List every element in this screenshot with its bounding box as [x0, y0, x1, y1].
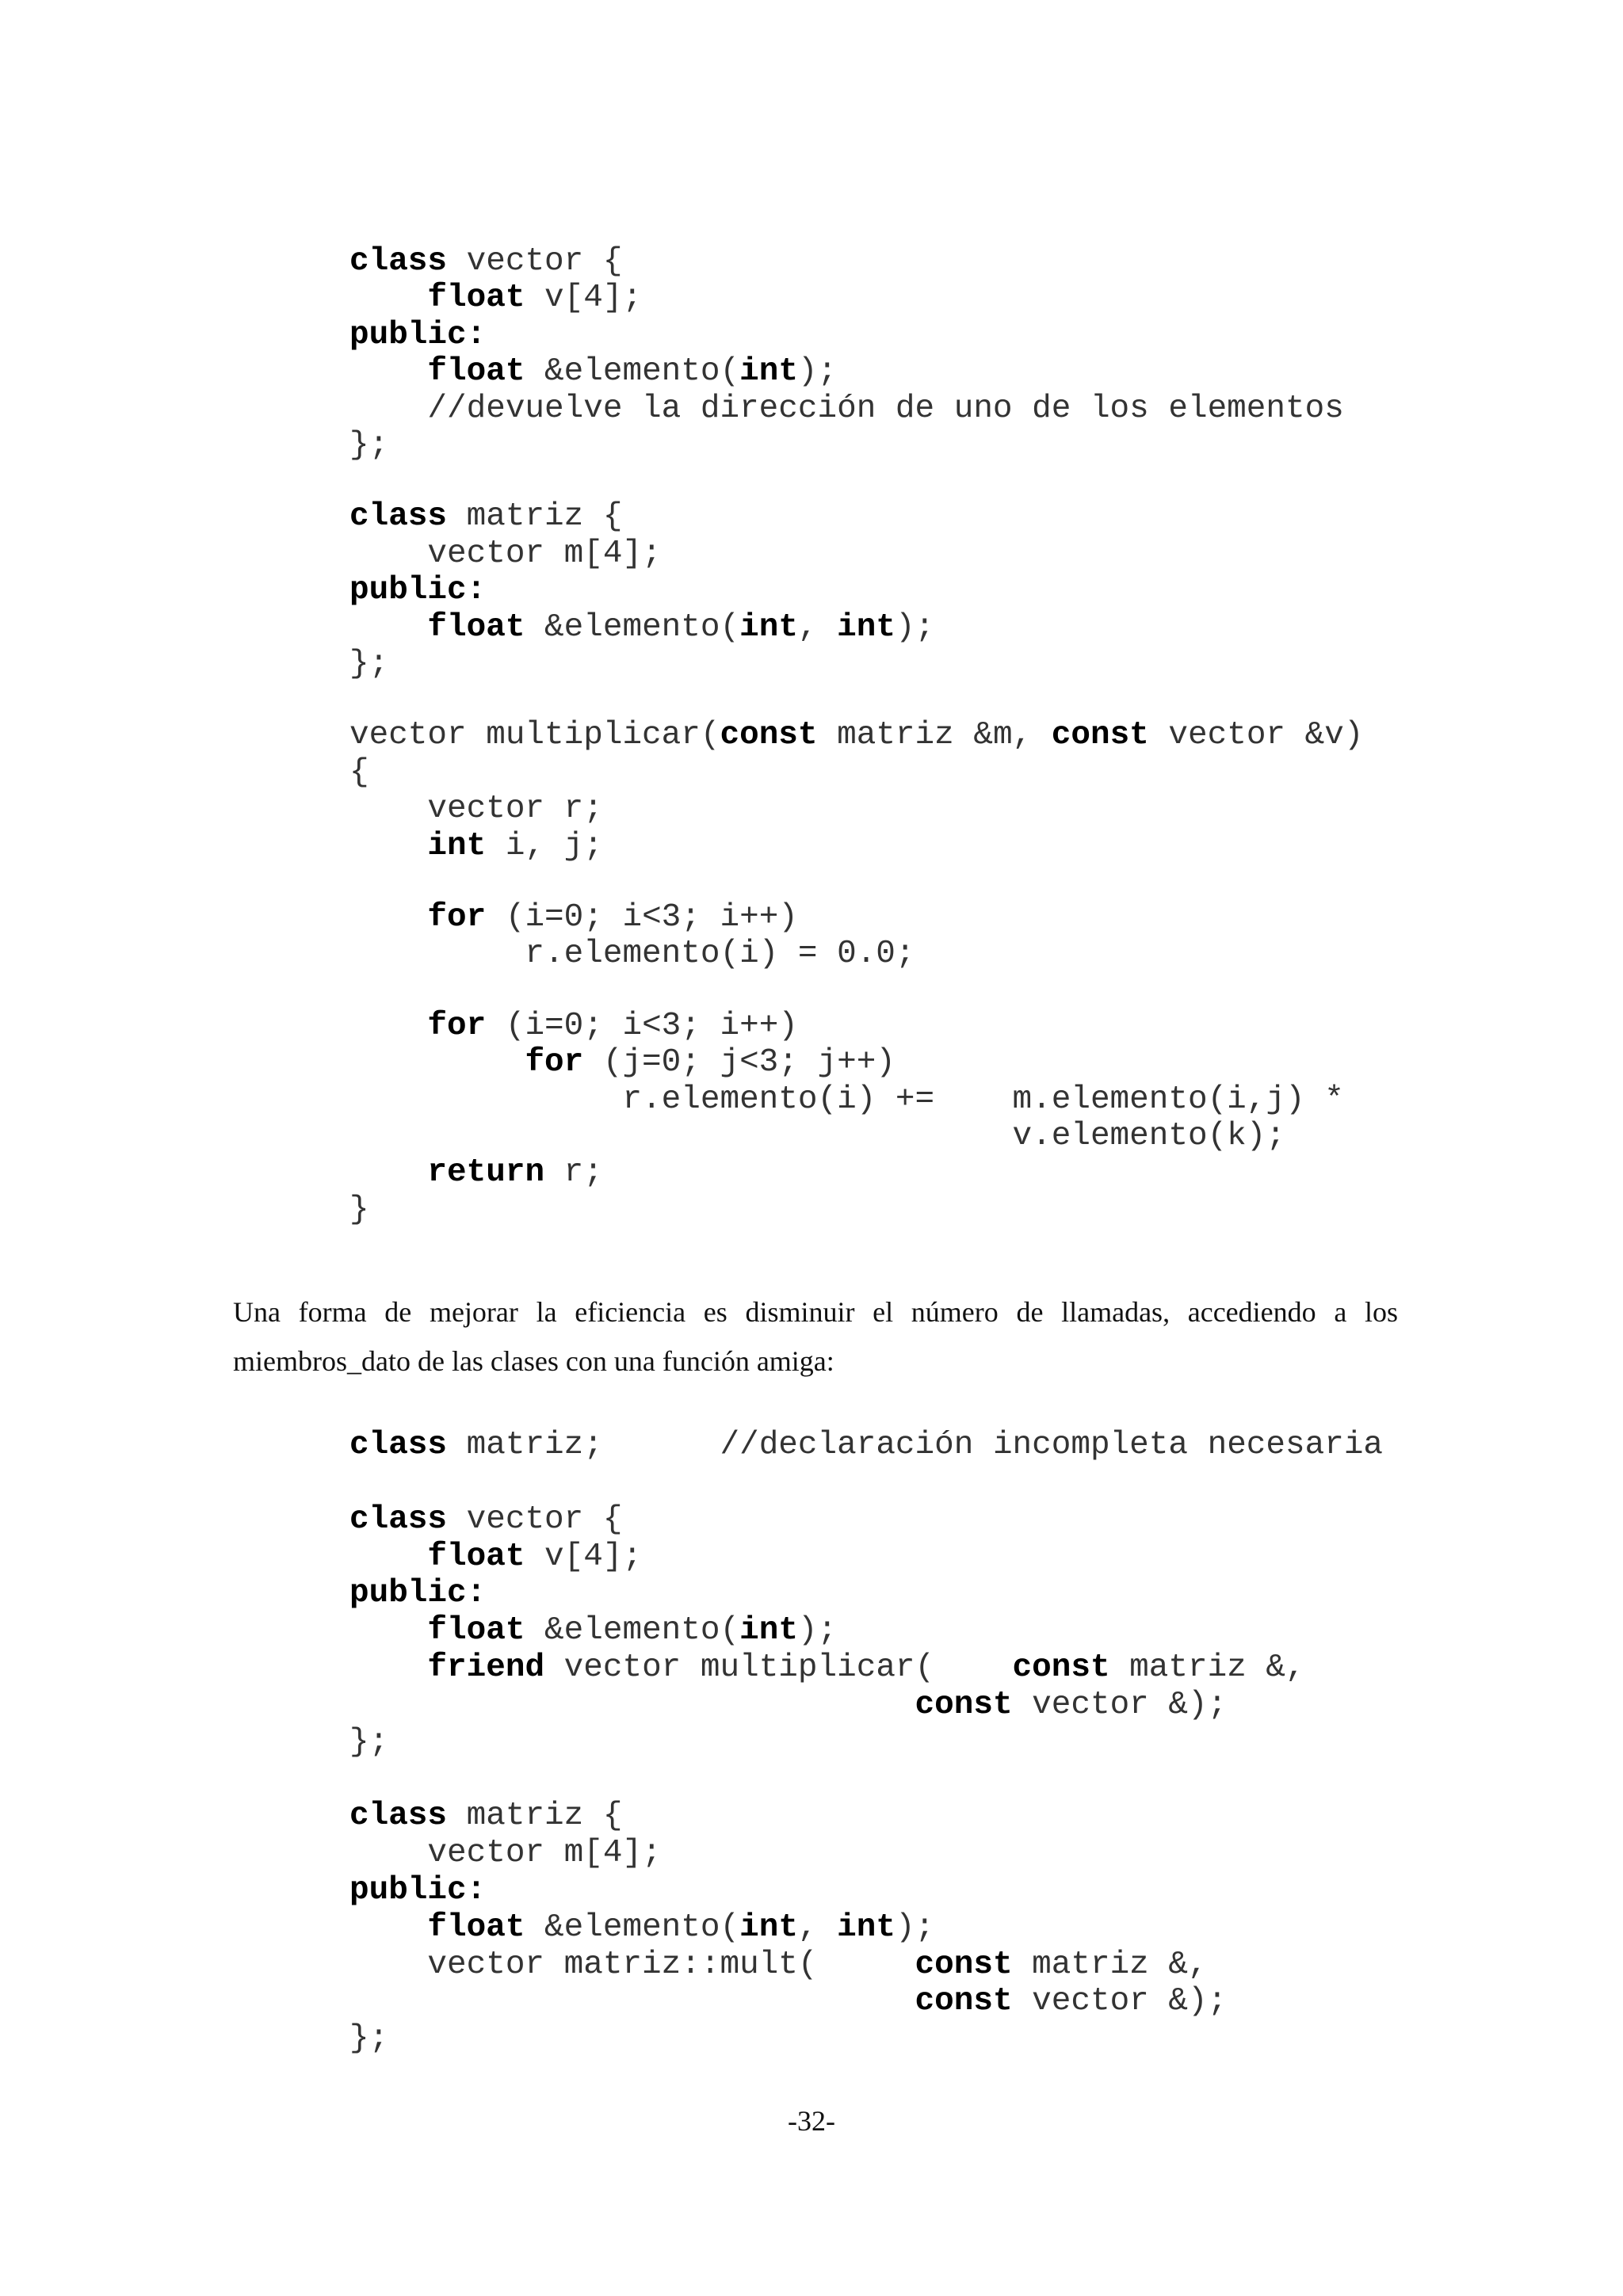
code-text: vector matriz::mult(: [349, 1946, 915, 1983]
code-keyword: const: [915, 1686, 1013, 1723]
code-keyword: int: [739, 353, 798, 391]
code-line: [349, 1007, 798, 1045]
code-text: [349, 1612, 427, 1649]
code-keyword: float: [427, 353, 525, 391]
code-text: };: [349, 2020, 389, 2058]
code-keyword: int: [427, 827, 487, 864]
code-text: &elemento(: [525, 1909, 740, 1946]
code-line: [349, 1154, 603, 1192]
code-keyword: friend: [427, 1650, 545, 1686]
code-keyword: class: [349, 1427, 448, 1463]
code-keyword: class: [349, 243, 448, 280]
code-line: [349, 1723, 388, 1761]
paragraph-line-1: Una forma de mejorar la eficiencia es disminuir el número de llamadas, accediendo a los: [233, 1296, 1398, 1328]
code-line: [349, 1043, 896, 1081]
code-text: r;: [544, 1154, 603, 1192]
code-text: v.elemento(k);: [349, 1118, 1285, 1154]
code-keyword: :: [466, 1872, 487, 1909]
code-keyword: float: [427, 1612, 525, 1650]
code-line: [349, 1686, 1227, 1724]
code-line: [349, 571, 486, 609]
code-keyword: int: [837, 1909, 896, 1946]
code-text: &elemento(: [525, 608, 740, 646]
code-line: [349, 898, 798, 936]
paragraph-line-2: miembros_dato de las clases con una función amiga:: [233, 1345, 834, 1377]
code-line: [349, 1081, 1344, 1119]
body-paragraph: [233, 1287, 1398, 1386]
code-keyword: const: [1012, 1650, 1110, 1686]
code-text: };: [349, 427, 389, 463]
code-line: [349, 316, 486, 354]
code-text: [349, 828, 427, 864]
code-line: [349, 716, 1363, 754]
code-text: //devuelve la dirección de uno de los elementos: [349, 390, 1344, 427]
code-text: );: [797, 1612, 838, 1650]
code-line: [349, 426, 388, 464]
code-text: vector {: [447, 243, 623, 280]
code-line: [349, 608, 934, 646]
code-text: v[4];: [525, 1538, 643, 1575]
code-text: [349, 1154, 427, 1191]
code-line: [349, 1649, 1305, 1687]
code-text: vector multiplicar(: [349, 717, 720, 754]
code-text: [349, 1008, 427, 1044]
code-line: [349, 535, 662, 573]
code-text: &elemento(: [525, 1612, 740, 1650]
code-line: [349, 753, 369, 791]
code-line: [349, 2019, 388, 2058]
code-text: matriz {: [447, 1798, 623, 1835]
code-text: [349, 1539, 427, 1575]
code-text: (j=0; j<3; j++): [583, 1044, 896, 1081]
code-text: (i=0; i<3; i++): [486, 899, 798, 936]
code-text: [349, 353, 427, 390]
code-text: [349, 1687, 915, 1723]
code-text: v[4];: [525, 280, 643, 317]
code-text: {: [349, 753, 369, 791]
code-keyword: :: [466, 316, 487, 353]
code-keyword: int: [837, 608, 896, 646]
code-text: (i=0; i<3; i++): [486, 1007, 798, 1044]
code-text: [349, 1044, 525, 1081]
code-keyword: float: [427, 1538, 525, 1575]
code-text: };: [349, 646, 389, 682]
code-text: ,: [797, 1909, 838, 1946]
code-keyword: class: [349, 498, 448, 536]
code-keyword: for: [525, 1044, 584, 1081]
page-number: -32-: [788, 2105, 835, 2137]
code-text: matriz &m,: [817, 717, 1052, 754]
code-line: [349, 242, 622, 280]
code-line: [349, 1982, 1227, 2020]
code-text: matriz {: [447, 498, 623, 536]
code-line: [349, 1426, 1383, 1464]
code-text: vector r;: [349, 791, 603, 828]
code-text: vector &);: [1012, 1686, 1228, 1723]
code-text: };: [349, 1723, 389, 1760]
code-text: r.elemento(i) = 0.0;: [349, 936, 915, 973]
code-text: [349, 1909, 427, 1946]
code-text: r.elemento(i) += m.elemento(i,j) *: [349, 1081, 1344, 1118]
code-text: vector m[4];: [349, 535, 662, 572]
code-keyword: int: [739, 1909, 798, 1946]
code-text: vector &v): [1148, 717, 1364, 754]
code-line: [349, 645, 388, 683]
code-text: &elemento(: [525, 353, 740, 391]
code-keyword: int: [739, 608, 798, 646]
code-text: [349, 1650, 427, 1686]
code-keyword: const: [1051, 717, 1149, 754]
code-text: vector {: [447, 1501, 623, 1538]
code-text: ,: [797, 608, 838, 646]
code-line: [349, 353, 837, 391]
code-line: [349, 279, 642, 317]
code-keyword: for: [427, 1007, 487, 1044]
code-line: [349, 1909, 934, 1947]
code-keyword: float: [427, 608, 525, 646]
code-keyword: return: [427, 1154, 545, 1192]
code-line: [349, 827, 603, 865]
code-line: [349, 1946, 1208, 1984]
code-line: [349, 790, 603, 828]
code-keyword: for: [427, 899, 487, 936]
code-keyword: public: [349, 1872, 467, 1909]
code-keyword: :: [466, 572, 487, 609]
code-text: matriz &,: [1109, 1650, 1305, 1686]
code-line: [349, 1834, 662, 1872]
code-keyword: :: [466, 1575, 487, 1612]
code-line: [349, 390, 1344, 428]
code-keyword: float: [427, 280, 525, 317]
code-text: );: [895, 1909, 935, 1946]
code-line: [349, 1538, 642, 1576]
code-line: [349, 1611, 837, 1650]
code-text: matriz; //declaración incompleta necesaria: [447, 1427, 1384, 1463]
code-keyword: const: [915, 1983, 1013, 2020]
code-keyword: const: [720, 717, 818, 754]
code-line: [349, 1574, 486, 1612]
code-line: [349, 498, 622, 536]
code-keyword: float: [427, 1909, 525, 1946]
code-text: matriz &,: [1012, 1946, 1208, 1983]
code-text: [349, 609, 427, 646]
code-text: i, j;: [486, 827, 603, 864]
code-keyword: class: [349, 1798, 448, 1835]
code-text: vector &);: [1012, 1983, 1228, 2020]
code-text: vector m[4];: [349, 1835, 662, 1872]
code-text: [349, 1983, 915, 2019]
code-line: [349, 1797, 622, 1835]
code-text: );: [895, 608, 935, 646]
code-text: }: [349, 1191, 369, 1228]
code-line: [349, 1117, 1285, 1155]
code-text: [349, 899, 427, 936]
code-line: [349, 1871, 486, 1909]
code-line: [349, 935, 915, 973]
code-keyword: class: [349, 1501, 448, 1538]
code-keyword: public: [349, 1575, 467, 1612]
code-keyword: const: [915, 1946, 1013, 1983]
code-text: [349, 280, 427, 316]
code-text: );: [797, 353, 838, 391]
code-keyword: public: [349, 572, 467, 609]
code-line: [349, 1191, 369, 1229]
code-keyword: public: [349, 316, 467, 353]
code-keyword: int: [739, 1612, 798, 1650]
code-text: vector multiplicar(: [544, 1650, 1013, 1686]
code-line: [349, 1501, 622, 1539]
